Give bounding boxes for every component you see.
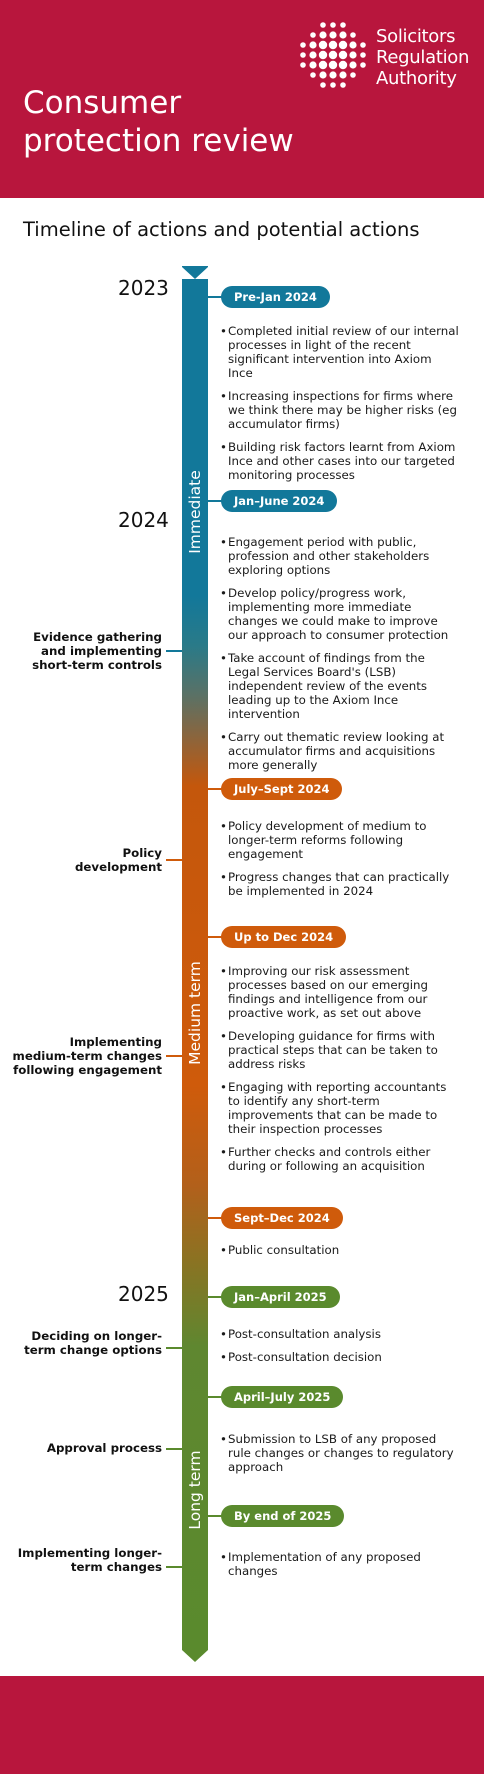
- stage-label-line: term changes: [70, 1560, 162, 1574]
- period-item-list: [220, 819, 460, 907]
- period-badge: Sept–Dec 2024: [221, 1207, 343, 1229]
- period-item-list: [220, 324, 460, 491]
- logo-dot: [339, 31, 346, 38]
- logo-dot: [340, 22, 346, 28]
- period-connector: [208, 1515, 222, 1517]
- logo-dot: [319, 41, 327, 49]
- logo-dot: [329, 31, 336, 38]
- logo-dot: [349, 61, 356, 68]
- period-item-list: [220, 964, 460, 1182]
- list-item: • Post-consultation analysis: [220, 1327, 460, 1341]
- org-name: [376, 26, 469, 89]
- period-connector: [208, 500, 222, 502]
- stage-label-line: Implementing: [69, 1035, 162, 1049]
- logo-dot: [329, 71, 336, 78]
- logo-dot: [309, 41, 316, 48]
- list-item: • Engaging with reporting accountants to identify any short-term improvements that can be made to their inspection processes: [220, 1080, 460, 1136]
- period-badge: July–Sept 2024: [221, 778, 342, 800]
- stage-label-line: Implementing longer-: [17, 1546, 162, 1560]
- list-item: • Carry out thematic review looking at accumulator firms and acquisitions more generally: [220, 730, 460, 772]
- logo-dot: [300, 62, 306, 68]
- logo-dot: [339, 41, 347, 49]
- list-item: • Engagement period with public, profession and other stakeholders exploring options: [220, 535, 460, 577]
- stage-connector: [166, 1055, 182, 1057]
- period-badge: Jan–April 2025: [221, 1286, 340, 1308]
- stage-label-line: Approval process: [46, 1441, 162, 1455]
- logo-dot: [360, 52, 366, 58]
- list-item: • Post-consultation decision: [220, 1350, 460, 1364]
- timeline: [0, 260, 484, 1660]
- stage-connector: [166, 1566, 182, 1568]
- sra-logo: [298, 20, 468, 90]
- list-item: • Implementation of any proposed changes: [220, 1550, 460, 1578]
- logo-dot: [349, 51, 356, 58]
- stage-label-line: and implementing: [41, 644, 162, 658]
- period-connector: [208, 1296, 222, 1298]
- period-connector: [208, 296, 222, 298]
- stage-label: [13, 1035, 162, 1077]
- page-title-line: Consumer: [23, 85, 182, 121]
- logo-dot: [309, 51, 316, 58]
- page-title: [23, 84, 343, 160]
- logo-dot: [329, 51, 337, 59]
- stage-label-line: Evidence gathering: [33, 630, 162, 644]
- logo-dot: [319, 51, 327, 59]
- logo-dot: [319, 61, 327, 69]
- list-item: • Submission to LSB of any proposed rule changes or changes to regulatory approach: [220, 1432, 460, 1474]
- period-badge: Jan–June 2024: [221, 490, 337, 512]
- list-item: • Take account of findings from the Legal Services Board's (LSB) independent review of the events leading up to the Axiom Ince intervention: [220, 651, 460, 721]
- logo-dot: [339, 61, 347, 69]
- stage-label: [32, 630, 162, 672]
- period-badge: By end of 2025: [221, 1505, 344, 1527]
- list-item: • Further checks and controls either during or following an acquisition: [220, 1145, 460, 1173]
- period-connector: [208, 788, 222, 790]
- logo-dot: [310, 32, 316, 38]
- list-item: • Developing guidance for firms with practical steps that can be taken to address risks: [220, 1029, 460, 1071]
- list-item: • Building risk factors learnt from Axiom Ince and other cases into our targeted monitoring processes: [220, 440, 460, 482]
- list-item: • Increasing inspections for firms where we think there may be higher risks (eg accumulator firms): [220, 389, 460, 431]
- page-title-line: protection review: [23, 123, 294, 159]
- logo-dot: [310, 72, 316, 78]
- stage-label-line: following engagement: [13, 1063, 162, 1077]
- timeline-bar-notch: [182, 267, 208, 279]
- logo-dot: [360, 62, 366, 68]
- logo-dot: [349, 41, 356, 48]
- stage-label: [47, 1441, 162, 1455]
- stage-label: [24, 1329, 162, 1357]
- logo-dot: [329, 61, 337, 69]
- phase-label: Immediate: [186, 470, 204, 554]
- footer-banner: [0, 1676, 484, 1774]
- stage-label: [75, 846, 162, 874]
- list-item: • Improving our risk assessment processes based on our emerging findings and intelligence from our proactive work, as set out above: [220, 964, 460, 1020]
- period-connector: [208, 1396, 222, 1398]
- period-item-list: [220, 1550, 460, 1587]
- stage-label-line: short-term controls: [32, 658, 162, 672]
- list-item: • Completed initial review of our internal processes in light of the recent significant intervention into Axiom Ince: [220, 324, 460, 380]
- timeline-heading: Timeline of actions and potential actions: [23, 218, 420, 241]
- logo-dot: [319, 71, 326, 78]
- period-item-list: [220, 535, 460, 781]
- period-item-list: [220, 1432, 460, 1483]
- logo-dot: [339, 51, 347, 59]
- logo-dot: [300, 52, 306, 58]
- org-name-line: Authority: [376, 68, 457, 89]
- logo-dot: [350, 32, 356, 38]
- period-item-list: [220, 1327, 460, 1373]
- stage-connector: [166, 859, 182, 861]
- org-name-line: Regulation: [376, 47, 470, 68]
- stage-label-line: development: [74, 860, 162, 874]
- logo-dot: [320, 22, 326, 28]
- stage-label: [18, 1546, 162, 1574]
- period-connector: [208, 1217, 222, 1219]
- stage-label-line: Policy: [122, 846, 162, 860]
- year-label: 2024: [118, 508, 169, 532]
- period-badge: Up to Dec 2024: [221, 926, 346, 948]
- period-connector: [208, 936, 222, 938]
- logo-dot: [339, 71, 346, 78]
- list-item: • Progress changes that can practically be implemented in 2024: [220, 870, 460, 898]
- list-item: • Develop policy/progress work, implementing more immediate changes we could make to improve our approach to consumer protection: [220, 586, 460, 642]
- org-name-line: Solicitors: [376, 26, 456, 47]
- list-item: • Policy development of medium to longer-term reforms following engagement: [220, 819, 460, 861]
- logo-dot: [360, 42, 366, 48]
- phase-label: Medium term: [186, 961, 204, 1065]
- timeline-bar-arrow: [182, 1650, 208, 1662]
- logo-dot: [319, 31, 326, 38]
- stage-label-line: medium-term changes: [12, 1049, 162, 1063]
- year-label: 2023: [118, 276, 169, 300]
- logo-dot: [330, 22, 336, 28]
- stage-connector: [166, 650, 182, 652]
- dot-grid-logo-icon: [298, 20, 368, 90]
- logo-dot: [309, 61, 316, 68]
- period-badge: Pre-Jan 2024: [221, 286, 330, 308]
- phase-label: Long term: [186, 1450, 204, 1530]
- year-label: 2025: [118, 1282, 169, 1306]
- stage-label-line: term change options: [24, 1343, 162, 1357]
- period-item-list: [220, 1243, 460, 1266]
- period-badge: April–July 2025: [221, 1386, 343, 1408]
- logo-dot: [329, 41, 337, 49]
- stage-connector: [166, 1347, 182, 1349]
- list-item: • Public consultation: [220, 1243, 460, 1257]
- stage-label-line: Deciding on longer-: [31, 1329, 162, 1343]
- logo-dot: [350, 72, 356, 78]
- logo-dot: [300, 42, 306, 48]
- stage-connector: [166, 1448, 182, 1450]
- header-banner: [0, 0, 484, 198]
